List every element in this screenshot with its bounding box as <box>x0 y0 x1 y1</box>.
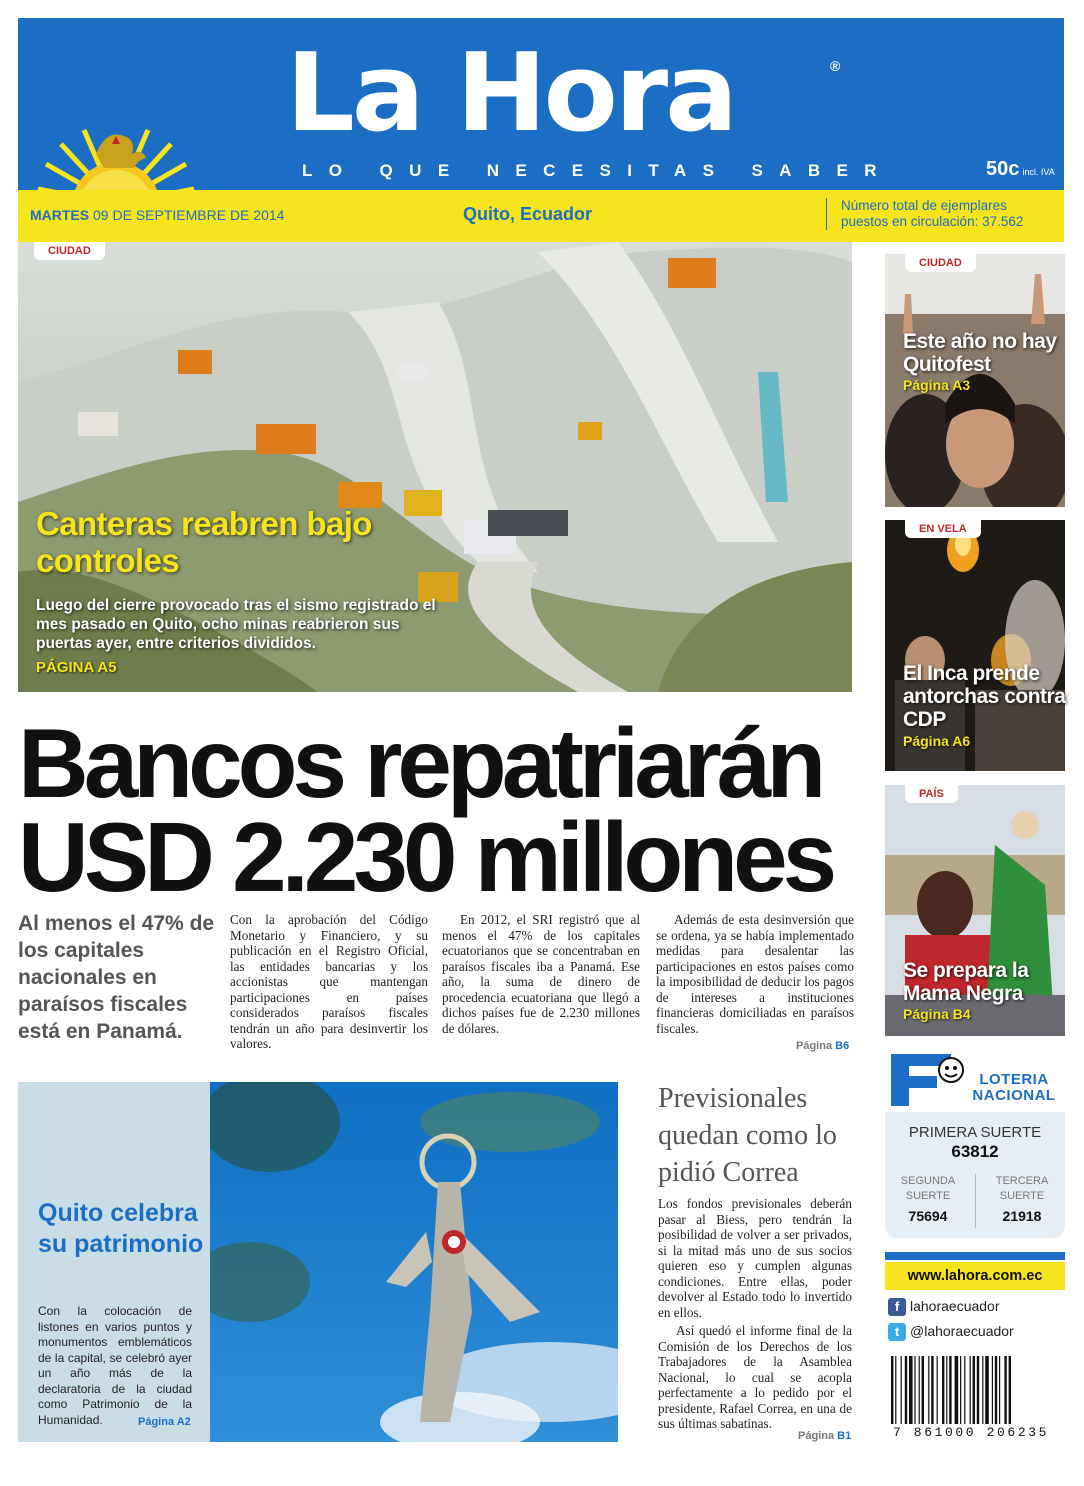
registered-mark: ® <box>830 58 841 74</box>
section-tag: EN VELA <box>905 520 981 538</box>
facebook-icon: f <box>888 1298 906 1316</box>
website-link[interactable]: www.lahora.com.ec <box>885 1262 1065 1290</box>
quito-summary: Con la colocación de listones en varios puntos y monumentos emblemáticos de la capital, se celebró ayer un año más de la declaratoria de la ciudad como Patrimonio de la Humanidad. <box>38 1304 192 1427</box>
twitter-icon: t <box>888 1323 906 1341</box>
facebook-handle: lahoraecuador <box>910 1298 1000 1314</box>
facebook-link[interactable] <box>888 1298 1000 1316</box>
brand-slogan: LO QUE NECESITAS SABER <box>302 161 893 180</box>
brand-logo[interactable]: La Hora <box>286 31 736 156</box>
second-prize-number: 75694 <box>908 1208 948 1224</box>
issue-date <box>30 207 284 223</box>
circulation-note: Número total de ejemplares puestos en circulación: 37.562 <box>826 198 1056 230</box>
story-column-1: Con la aprobación del Código Monetario y Financiero, y su publicación en el Registro Oficial, las entidades bancarias y los accionistas que mantengan participaciones en países considerados paraísos fiscales tendrán un año para desinvertir los valores. <box>230 912 428 1051</box>
third-prize-number: 21918 <box>1002 1208 1042 1224</box>
issue-day: MARTES <box>30 207 90 223</box>
page-number: B1 <box>837 1430 852 1442</box>
third-prize-label: TERCERA SUERTE <box>995 1175 1049 1202</box>
first-prize-number: 63812 <box>951 1142 999 1161</box>
main-page-ref[interactable] <box>796 1040 849 1052</box>
section-tag: CIUDAD <box>905 254 976 272</box>
previsionales-body <box>658 1196 852 1432</box>
page-label: Página <box>798 1430 835 1442</box>
barcode-number: 7 861000 206235 <box>893 1425 1063 1440</box>
page-label: Página <box>796 1040 833 1052</box>
lead-title[interactable]: Canteras reabren bajo controles <box>36 505 372 579</box>
sidebar-page-ref[interactable]: Página B4 <box>903 1006 971 1022</box>
quito-page-ref[interactable]: Página A2 <box>138 1416 191 1428</box>
previsionales-paragraph-1: Los fondos previsionales deberán pasar al Biess, pero tendrán la posibilidad de volver a ser privados, si la mitad más uno de sus socios quieren eso y cumplen algunas condiciones. Entre ellas, poder devolver al Estado todo lo invertido en ellos. <box>658 1196 852 1320</box>
section-tag: PAÍS <box>905 785 958 803</box>
issue-city: Quito, Ecuador <box>463 204 593 224</box>
sidebar-title[interactable]: Este año no hay Quitofest <box>903 330 1057 376</box>
virgin-statue-illustration <box>210 1082 618 1442</box>
lottery-name: LOTERIA NACIONAL <box>972 1071 1056 1104</box>
sidebar-page-ref[interactable]: Página A6 <box>903 733 971 749</box>
sidebar-title[interactable]: Se prepara la Mama Negra <box>903 959 1029 1005</box>
lead-page-ref[interactable]: PÁGINA A5 <box>36 659 117 676</box>
story-column-2: En 2012, el SRI registró que al menos el 47% de los capitales ecuatorianos que se concentraban en paraísos fiscales iba a Panamá. Ese año, la suma de dinero de procedencia ecuatoriana que llegó a dichos países fue de 2.230 millones de dólares. <box>442 912 640 1036</box>
story-column-3: Además de esta desinversión que se ordena, ya se había implementado medidas para desalentar las participaciones en estos países como la imposibilidad de deducir los pagos de intereses a instituciones financieras domiciliadas en paraísos fiscales. <box>656 912 854 1036</box>
sidebar-title[interactable]: El Inca prende antorchas contra CDP <box>903 662 1066 731</box>
twitter-link[interactable] <box>888 1323 1014 1341</box>
price-note: incl. IVA <box>1022 167 1055 177</box>
quito-title[interactable]: Quito celebra su patrimonio <box>38 1199 204 1258</box>
page-number: B6 <box>835 1040 850 1052</box>
cover-price <box>986 158 1055 181</box>
first-prize-label: PRIMERA SUERTE <box>908 1124 1042 1141</box>
main-deck: Al menos el 47% de los capitales nacionales en paraísos fiscales está en Panamá. <box>18 912 215 1043</box>
issue-date-text: 09 DE SEPTIEMBRE DE 2014 <box>93 207 285 223</box>
section-tag: CIUDAD <box>34 242 105 260</box>
price-value: 50c <box>986 158 1020 180</box>
second-prize-label: SEGUNDA SUERTE <box>900 1175 956 1202</box>
previsionales-paragraph-2: Así quedó el informe final de la Comisión de los Derechos de los Trabajadores de la Asamblea Nacional, lo cual se acopla perfectamente a lo pedido por el presidente, Rafael Correa, en una de sus últimas sabatinas. <box>658 1323 852 1431</box>
sidebar-page-ref[interactable]: Página A3 <box>903 377 971 393</box>
web-stripe <box>885 1252 1065 1260</box>
date-band <box>18 190 1064 242</box>
lottery-divider <box>975 1174 976 1228</box>
sun-logo-icon <box>36 114 196 190</box>
masthead <box>18 18 1064 190</box>
previsionales-title[interactable]: Previsionales quedan como lo pidió Correa <box>658 1083 837 1188</box>
main-headline[interactable]: Bancos repatriarán USD 2.230 millones <box>18 708 833 912</box>
previsionales-page-ref[interactable] <box>798 1430 851 1442</box>
lead-summary: Luego del cierre provocado tras el sismo registrado el mes pasado en Quito, ocho minas reabrieron sus puertas ayer, entre criterios divididos. <box>36 597 436 652</box>
twitter-handle: @lahoraecuador <box>910 1323 1014 1339</box>
